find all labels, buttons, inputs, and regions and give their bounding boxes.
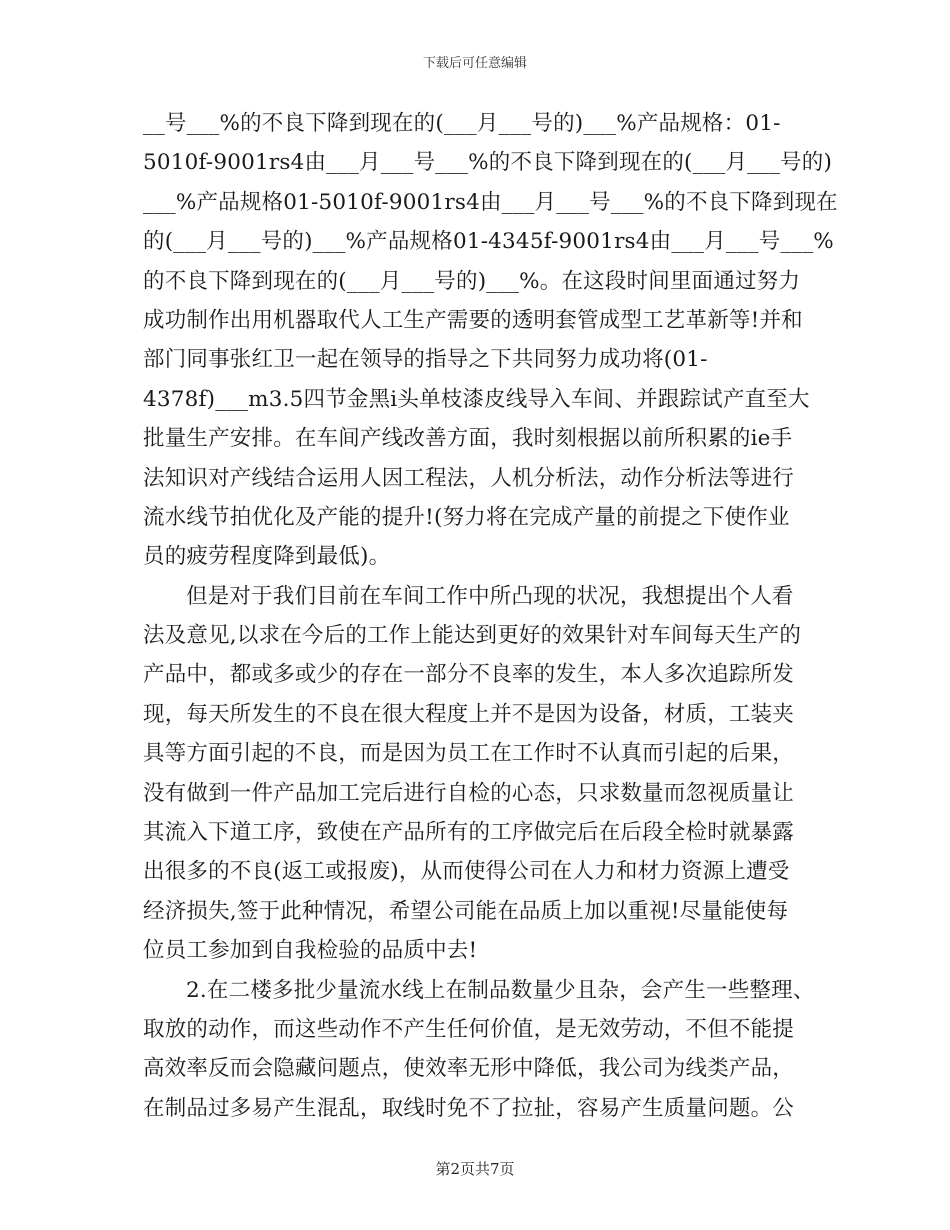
text-line: 现，每天所发生的不良在很大程度上并不是因为设备，材质，工装夹 <box>143 701 795 727</box>
text-line: 流水线节拍优化及产能的提升!(努力将在完成产量的前提之下使作业 <box>143 504 790 530</box>
text-line: 的不良下降到现在的(___月___号的)___%。在这段时间里面通过努力 <box>143 268 801 294</box>
text-line: 批量生产安排。在车间产线改善方面，我时刻根据以前所积累的ie手 <box>143 426 793 452</box>
text-line: 的(___月___号的)___%产品规格01-4345f-9001rs4由___月___号___% <box>143 229 834 255</box>
text-line: 法及意见,以求在今后的工作上能达到更好的效果针对车间每天生产的 <box>143 623 802 649</box>
text-line: 产品中，都或多或少的存在一部分不良率的发生，本人多次追踪所发 <box>143 662 795 688</box>
text-line: 没有做到一件产品加工完后进行自检的心态，只求数量而忽视质量让 <box>143 780 795 806</box>
text-line: 高效率反而会隐藏问题点，使效率无形中降低，我公司为线类产品， <box>143 1056 795 1082</box>
text-line: 员的疲劳程度降到最低)。 <box>143 544 391 570</box>
text-line: 4378f)___m3.5四节金黑i头单枝漆皮线导入车间、并跟踪试产直至大 <box>143 386 810 412</box>
text-line: 其流入下道工序，致使在产品所有的工序做完后在后段全检时就暴露 <box>143 820 795 846</box>
text-line: 部门同事张红卫一起在领导的指导之下共同努力成功将(01- <box>143 347 708 373</box>
text-line: 5010f-9001rs4由___月___号___%的不良下降到现在的(___月___号的) <box>143 150 833 176</box>
text-line: 位员工参加到自我检验的品质中去! <box>143 938 478 964</box>
text-line: 具等方面引起的不良，而是因为员工在工作时不认真而引起的后果， <box>143 741 795 767</box>
document-body <box>143 104 838 1128</box>
text-line: 经济损失,签于此种情况，希望公司能在品质上加以重视!尽量能使每 <box>143 898 789 924</box>
text-line: __号___%的不良下降到现在的(___月___号的)___%产品规格：01- <box>143 111 781 136</box>
text-line: 但是对于我们目前在车间工作中所凸现的状况，我想提出个人看 <box>186 583 794 609</box>
text-line: 出很多的不良(返工或报废)，从而使得公司在人力和材力资源上遭受 <box>143 859 790 885</box>
text-line: ___%产品规格01-5010f-9001rs4由___月___号___%的不良下降到现在 <box>143 189 838 215</box>
page-header: 下载后可任意编辑 <box>422 56 527 71</box>
text-line: 在制品过多易产生混乱，取线时免不了拉扯，容易产生质量问题。公 <box>143 1095 795 1121</box>
text-line: 法知识对产线结合运用人因工程法，人机分析法，动作分析法等进行 <box>143 465 795 491</box>
text-line: 成功制作出用机器取代人工生产需要的透明套管成型工艺革新等!并和 <box>143 307 803 333</box>
text-line: 取放的动作，而这些动作不产生任何价值，是无效劳动，不但不能提 <box>143 1016 795 1042</box>
page-footer: 第2页共7页 <box>435 1160 515 1178</box>
text-line: 2.在二楼多批少量流水线上在制品数量少且杂，会产生一些整理、 <box>186 977 815 1003</box>
